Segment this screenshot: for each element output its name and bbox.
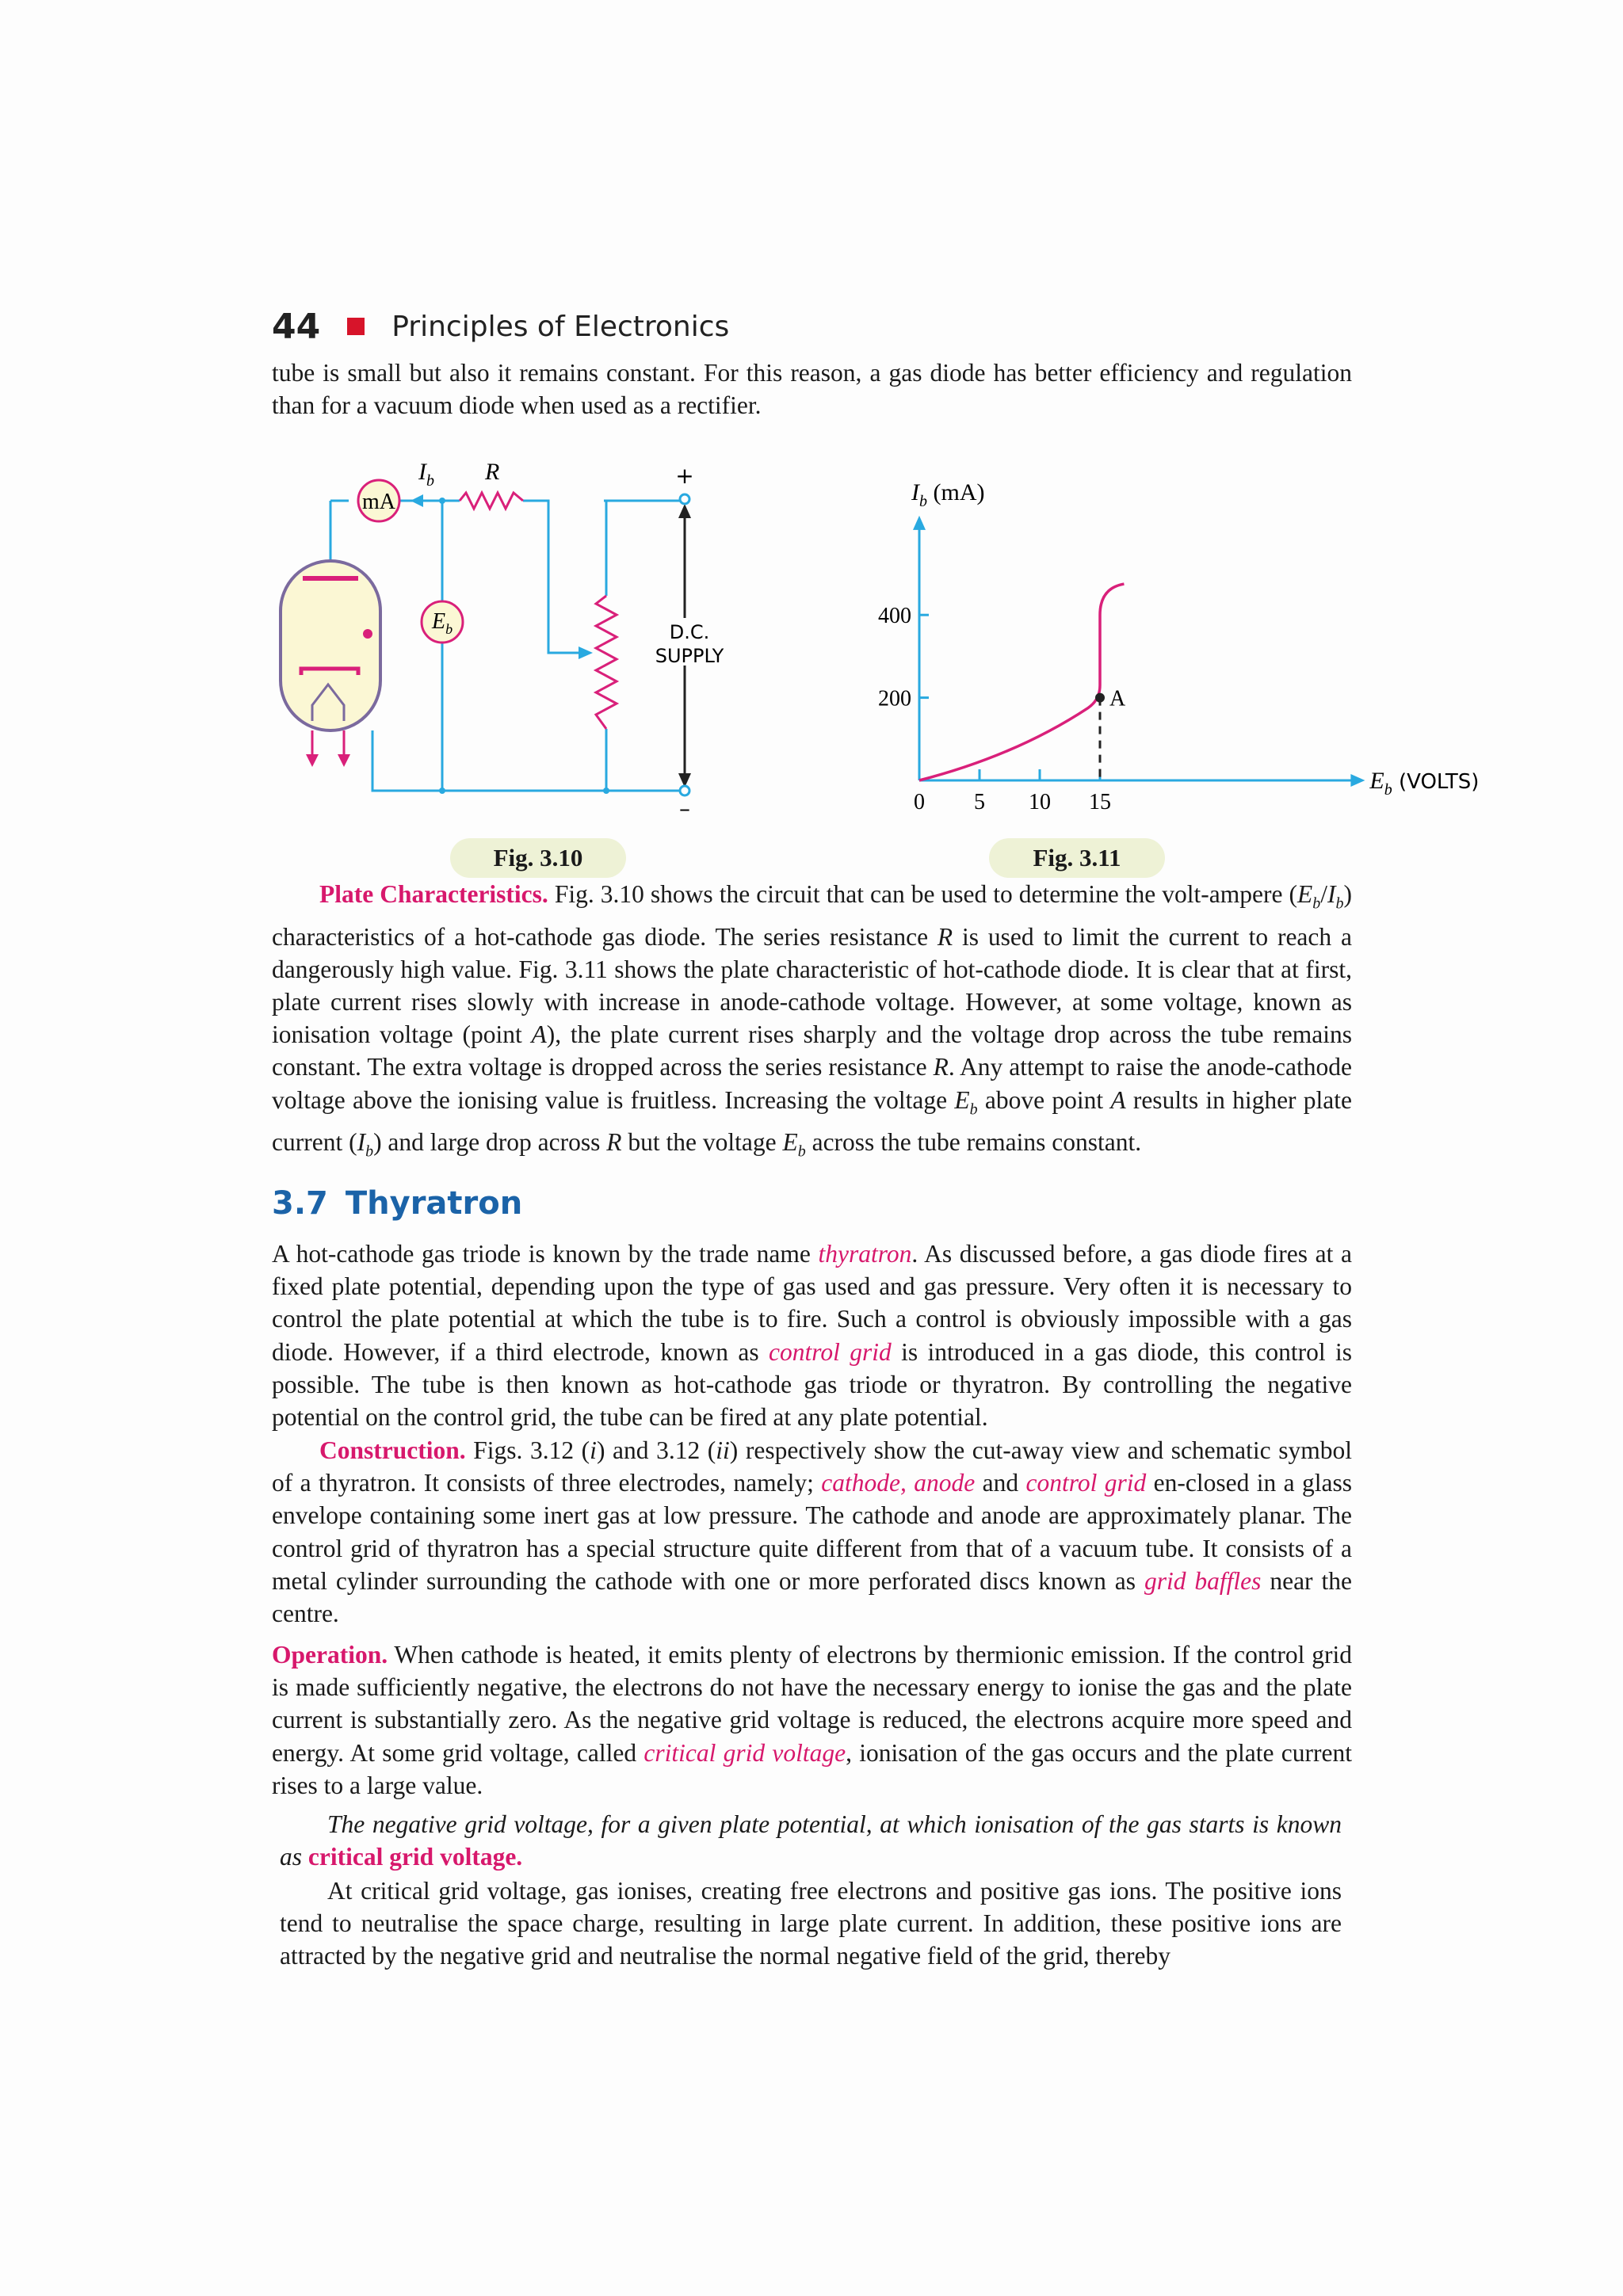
page-number: 44 (272, 306, 321, 347)
potentiometer (596, 596, 617, 729)
r-label: R (485, 459, 500, 485)
definition-paragraph: The negative grid voltage, for a given plate potential, at which ionisation of the gas starts is known as critical grid voltage. (280, 1810, 1342, 1871)
x-tick-label: 0 (914, 790, 925, 814)
heater-arrow-right-icon (338, 754, 350, 767)
book-title: Principles of Electronics (391, 310, 730, 343)
ib-label: $I_b$ (418, 459, 434, 490)
wire-r-right (523, 501, 579, 653)
page-header (272, 303, 729, 350)
plate-characteristics-paragraph: Plate Characteristics. Fig. 3.10 shows the circuit that can be used to determine the volt-ampere $(E_b/I_b)$ characteristics of a hot-cathode gas diode. The series resistance R is used to limit the current to reach a dangerously high value. Fig. 3.11 shows the plate characteristic of hot-cathode diode. It is clear that at first, plate current rises slowly with increase in anode-cathode voltage. However, at some voltage, known as ionisation voltage (point A), the plate current rises sharply and the voltage drop across the tube remains constant. The extra voltage is dropped across the series resistance R. Any attempt to raise the anode-cathode voltage above the ionising value is fruitless. Increasing the voltage $E_b$ above point A results in higher plate current $(I_b)$ and large drop across R but the voltage $E_b$ across the tube remains constant. (272, 880, 1353, 1161)
intro-paragraph: tube is small but also it remains constant. For this reason, a gas diode has better efficiency and regulation than for a vacuum diode when used as a rectifier. (272, 359, 1352, 420)
supply-label: SUPPLY (655, 645, 724, 667)
current-arrow-icon (411, 494, 423, 507)
heater-arrow-left-icon (306, 754, 319, 767)
eb-meter-label: $E_b$ (432, 609, 453, 637)
operation-paragraph: Operation. When cathode is heated, it emits plenty of electrons by thermionic emission. If the control grid is made sufficiently negative, the electrons do not have the necessary energy to ionise the gas and the plate current is substantially zero. As the negative grid voltage is reduced, the electrons acquire more speed and energy. At some grid voltage, called critical grid voltage, ionisation of the gas occurs and the plate current rises to a large value. (272, 1641, 1352, 1799)
ma-label: mA (362, 490, 395, 514)
fig-3-10-circuit (269, 460, 729, 824)
construction-paragraph: Construction. Figs. 3.12 (i) and 3.12 (ii) respectively show the cut-away view and schematic symbol of a thyratron. It consists of three electrodes, namely; cathode, anode and control grid en-closed in a glass envelope containing some inert gas at low pressure. The cathode and anode are approximately planar. The control grid of thyratron has a special structure quite different from that of a vacuum tube. It consists of a metal cylinder surrounding the cathode with one or more perforated discs known as grid baffles near the centre. (272, 1436, 1353, 1628)
y-axis-label: $I_b$ (mA) (911, 479, 985, 510)
fig-3-11-chart (840, 467, 1480, 832)
plus-label: + (675, 463, 694, 489)
x-tick-label: 5 (974, 790, 985, 814)
wiper-arrow-icon (579, 646, 593, 659)
x-axis-arrow-icon (1350, 774, 1365, 787)
x-tick-label: 15 (1089, 790, 1111, 814)
x-tick-label: 10 (1029, 790, 1051, 814)
point-a-label: A (1109, 686, 1126, 711)
plate-characteristic-curve (919, 584, 1124, 780)
y-axis-arrow-icon (913, 516, 926, 530)
point-a-marker (1095, 693, 1105, 703)
section-heading: 3.7 Thyratron (272, 1185, 523, 1222)
wire-bottom (372, 733, 662, 791)
y-tick-label: 200 (878, 686, 911, 711)
x-axis-label: $E_b$ (VOLTS) (1369, 768, 1480, 799)
thyratron-paragraph: A hot-cathode gas triode is known by the trade name thyratron. As discussed before, a gas diode fires at a fixed plate potential, depending upon the type of gas used and gas pressure. Very often it is necessary to control the plate potential at which the tube is to fire. Such a control is obviously impossible with a gas diode. However, if a third electrode, known as control grid is introduced in a gas diode, this control is possible. The tube is then known as hot-cathode gas triode or thyratron. By controlling the negative potential on the control grid, the tube can be fired at any plate potential. (272, 1240, 1353, 1432)
y-tick-label: 400 (878, 604, 911, 629)
supply-arrow-up-icon (678, 504, 691, 518)
resistor-r (460, 493, 523, 509)
wire-supply-top2 (606, 501, 662, 596)
fig-3-11-caption: Fig. 3.11 (989, 838, 1165, 878)
minus-label: – (679, 795, 690, 822)
gas-diode-tube (281, 561, 380, 730)
final-paragraph: At critical grid voltage, gas ionises, creating free electrons and positive gas ions. The positive ions tend to neutralise the space charge, resulting in large plate current. In addition, these positive ions are attracted by the negative grid and neutralise the normal negative field of the grid, thereby (280, 1877, 1342, 1970)
dc-label: D.C. (669, 621, 710, 643)
fig-3-10-caption: Fig. 3.10 (450, 838, 626, 878)
header-square-icon (347, 318, 365, 335)
